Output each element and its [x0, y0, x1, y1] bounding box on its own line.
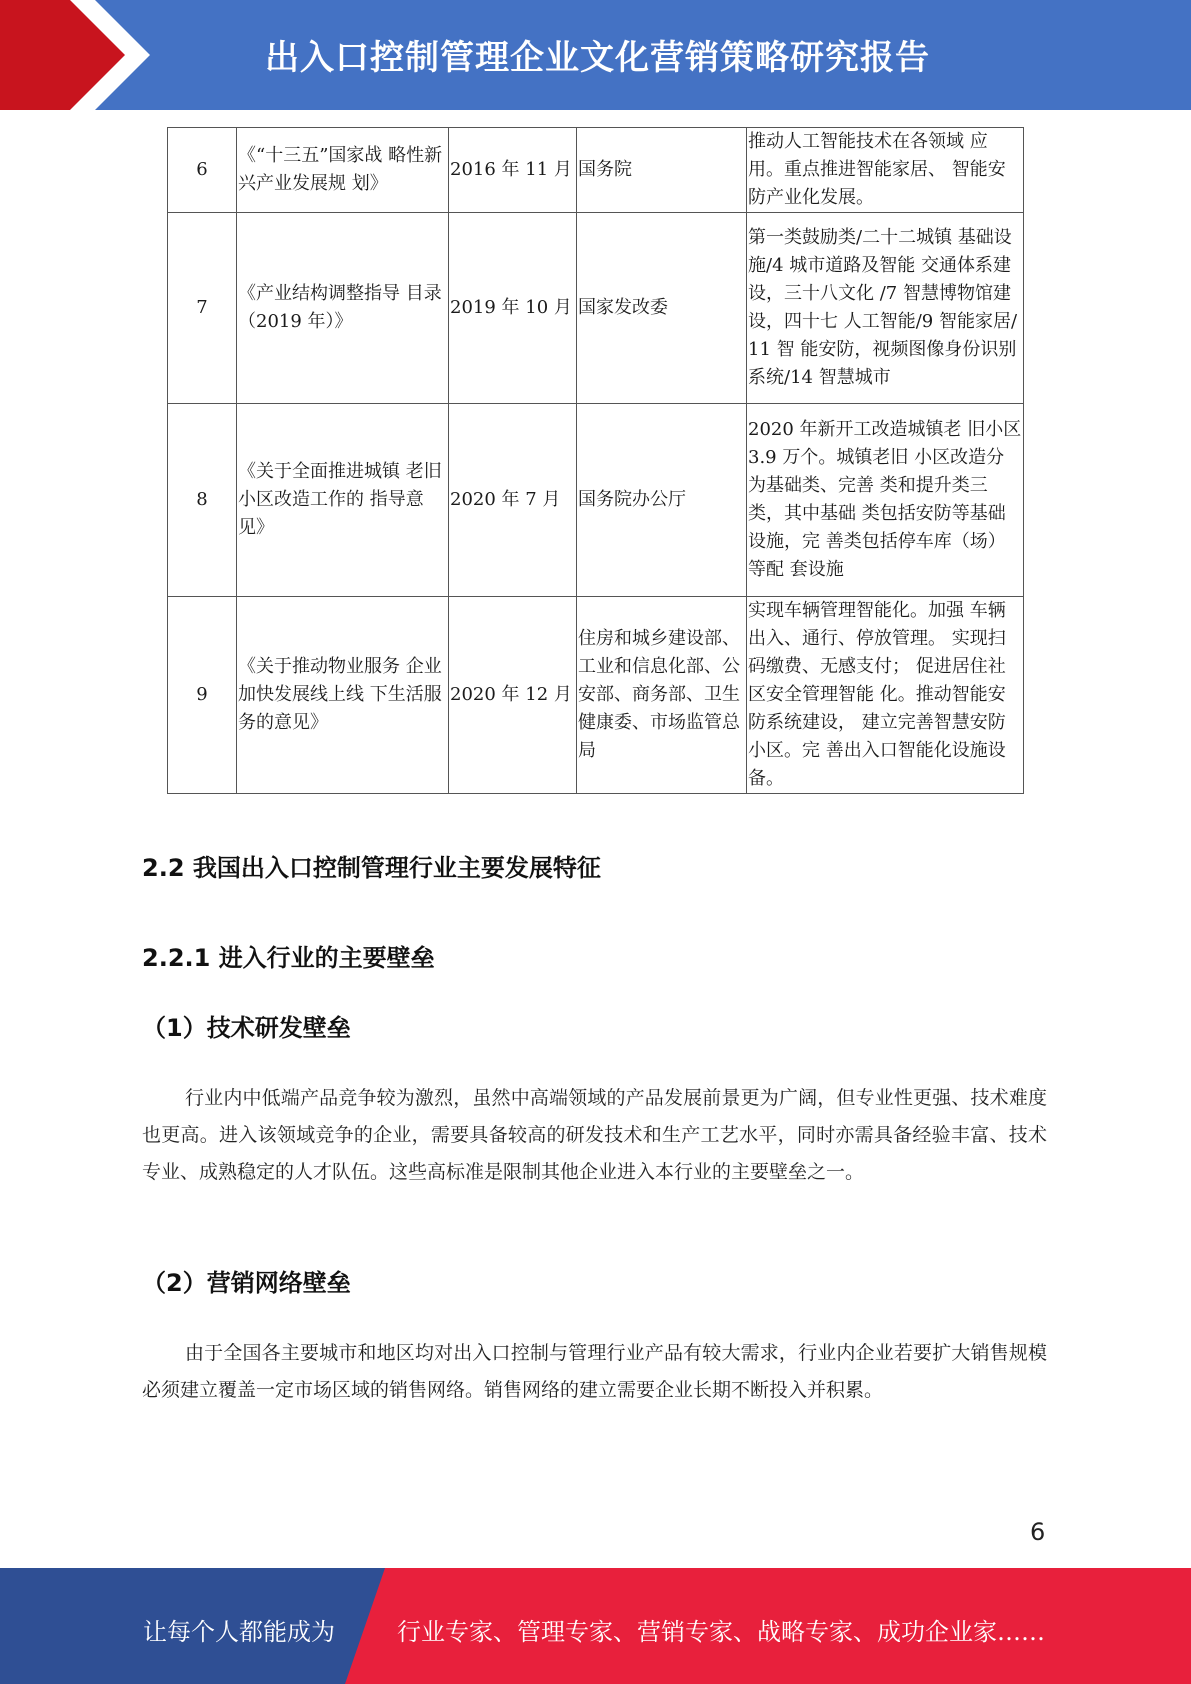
- policy-date: 2020 年 12 月: [449, 597, 577, 794]
- policy-issuer: 住房和城乡建设部、工业和信息化部、公安部、商务部、卫生健康委、市场监管总局: [577, 597, 747, 794]
- footer-slogan-right: 行业专家、管理专家、营销专家、战略专家、成功企业家……: [397, 1618, 1045, 1646]
- policy-content: 第一类鼓励类/二十二城镇 基础设施/4 城市道路及智能 交通体系建设，三十八文化 /7 智慧博物馆建设，四十七 人工智能/9 智能家居/11 智 能安防，视频图像身份识别 系统/14 智慧城市: [747, 213, 1024, 404]
- row-number: 8: [168, 404, 237, 597]
- policy-issuer: 国家发改委: [577, 213, 747, 404]
- barrier-heading-marketing: （2）营销网络壁垒: [142, 1269, 351, 1297]
- table-row: [168, 213, 1024, 404]
- row-number: 9: [168, 597, 237, 794]
- header-band: [0, 0, 1191, 110]
- policy-date: 2020 年 7 月: [449, 404, 577, 597]
- policy-content: 实现车辆管理智能化。加强 车辆出入、通行、停放管理。 实现扫码缴费、无感支付； 促进居住社区安全管理智能 化。推动智能安防系统建设， 建立完善智慧安防小区。完 善出入口智能化设施设备。: [747, 597, 1024, 794]
- barrier-heading-technology: （1）技术研发壁垒: [142, 1014, 351, 1042]
- report-title: 出入口控制管理企业文化营销策略研究报告: [265, 38, 930, 78]
- policy-name: 《关于推动物业服务 企业加快发展线上线 下生活服务的意见》: [237, 597, 449, 794]
- table-row: [168, 404, 1024, 597]
- policy-name: 《“十三五”国家战 略性新兴产业发展规 划》: [237, 128, 449, 213]
- page-number: 6: [1030, 1518, 1046, 1546]
- header-arrow-flag-icon: [0, 0, 160, 110]
- subsection-heading: 2.2.1 进入行业的主要壁垒: [142, 944, 435, 972]
- row-number: 7: [168, 213, 237, 404]
- table-row: [168, 597, 1024, 794]
- row-number: 6: [168, 128, 237, 213]
- policy-issuer: 国务院办公厅: [577, 404, 747, 597]
- policy-table: [167, 127, 1024, 794]
- section-heading: 2.2 我国出入口控制管理行业主要发展特征: [142, 854, 601, 882]
- policy-content: 推动人工智能技术在各领域 应用。重点推进智能家居、 智能安防产业化发展。: [747, 128, 1024, 213]
- policy-date: 2016 年 11 月: [449, 128, 577, 213]
- footer-slogan-left: 让每个人都能成为: [143, 1618, 335, 1646]
- policy-date: 2019 年 10 月: [449, 213, 577, 404]
- policy-name: 《产业结构调整指导 目录（2019 年）》: [237, 213, 449, 404]
- paragraph-technology: 行业内中低端产品竞争较为激烈，虽然中高端领域的产品发展前景更为广阔，但专业性更强、技术难度也更高。进入该领域竞争的企业，需要具备较高的研发技术和生产工艺水平，同时亦需具备经验丰富、技术专业、成熟稳定的人才队伍。这些高标准是限制其他企业进入本行业的主要壁垒之一。: [142, 1087, 1047, 1183]
- paragraph-marketing: 由于全国各主要城市和地区均对出入口控制与管理行业产品有较大需求，行业内企业若要扩大销售规模必须建立覆盖一定市场区域的销售网络。销售网络的建立需要企业长期不断投入并积累。: [142, 1342, 1047, 1401]
- footer-band: [0, 1568, 1191, 1684]
- policy-issuer: 国务院: [577, 128, 747, 213]
- policy-name: 《关于全面推进城镇 老旧小区改造工作的 指导意见》: [237, 404, 449, 597]
- policy-content: 2020 年新开工改造城镇老 旧小区 3.9 万个。城镇老旧 小区改造分为基础类、完善 类和提升类三类，其中基础 类包括安防等基础设施，完 善类包括停车库（场）等配 套设施: [747, 404, 1024, 597]
- table-row: [168, 128, 1024, 213]
